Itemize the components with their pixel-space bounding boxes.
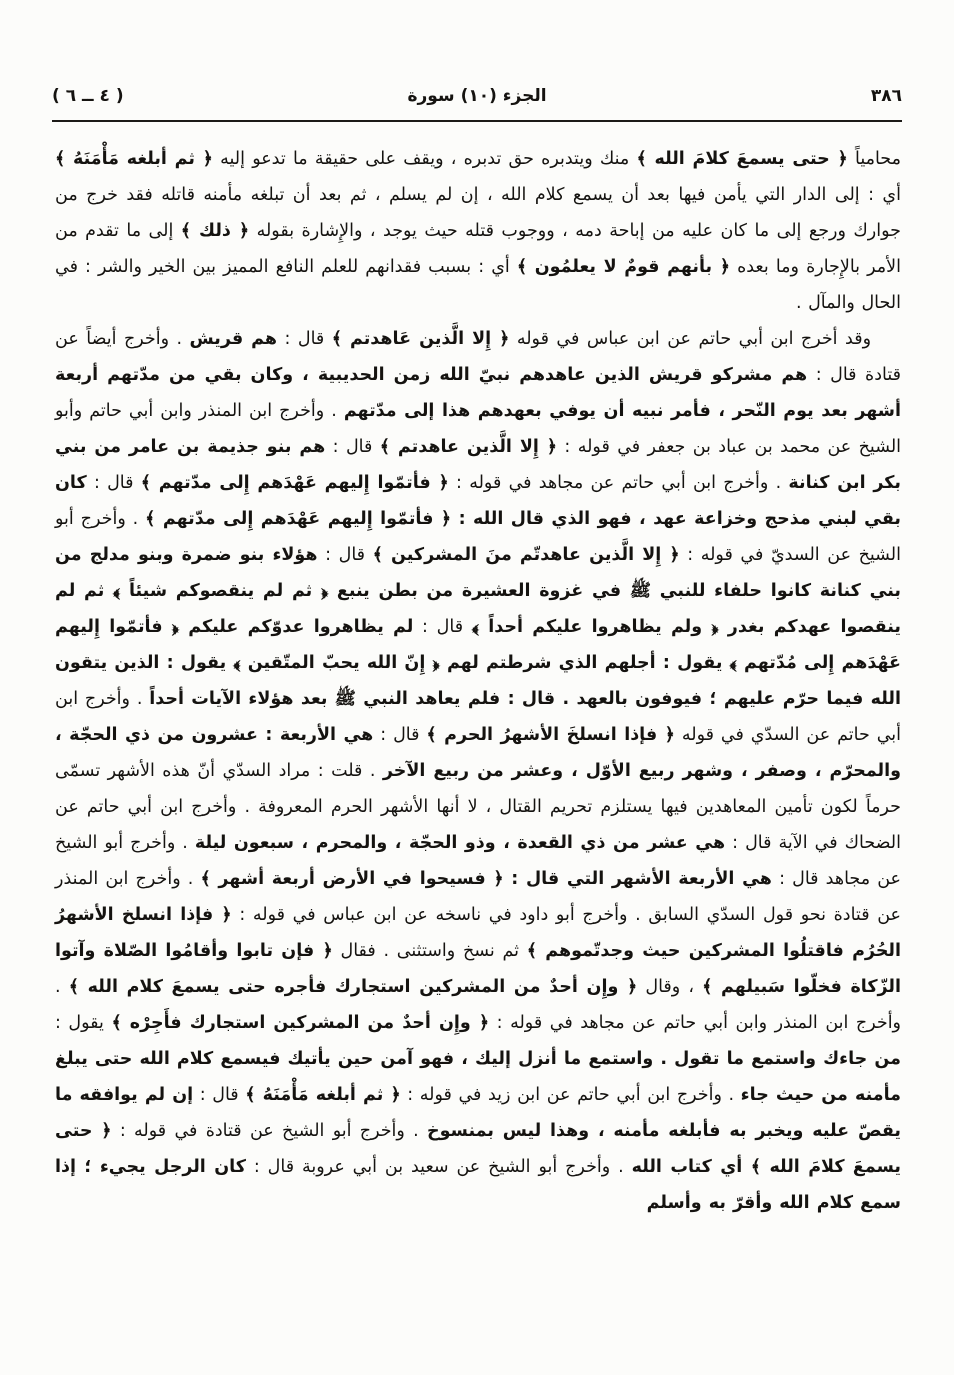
- narration-text: وقد أخرج ابن أبي حاتم عن ابن عباس في قوله: [509, 329, 872, 349]
- quran-quote-or-emphasis: لم يظاهروا عدوّكم عليكم: [178, 617, 414, 637]
- narration-text: . وأخرج أيضاً عن قتادة قال :: [55, 329, 901, 385]
- quran-quote-or-emphasis: هم قريش: [189, 329, 278, 349]
- quran-quote-or-emphasis: ﴿ بأنهم قومٌ لا يعلمُون ﴾: [516, 257, 730, 277]
- narration-text: منك ويتدبره حق تدبره ، ويقف على حقيقة ما تدعو إليه: [212, 149, 637, 169]
- narration-text: . وأخرج ابن أبي حاتم عن ابن زيد في قوله :: [400, 1085, 741, 1105]
- narration-text: قال :: [86, 473, 141, 493]
- quran-quote-or-emphasis: هم مشركو قريش الذين عاهدهم نبيّ الله زمن الحديبية ، وكان بقي من مدّتهم أربعة أشهر بعد يوم النّحر ، فأمر نبيه أن يوفي بعهدهم هذا إلى مدّتهم: [55, 365, 901, 421]
- narration-text: قال :: [325, 437, 380, 457]
- quran-quote-or-emphasis: ﴿ ولم يظاهروا عليكم أحداً ﴾: [471, 617, 719, 637]
- quran-quote-or-emphasis: ثم لم ينقصوا عهدكم بغدر: [55, 581, 901, 637]
- narration-text: قال :: [413, 617, 472, 637]
- quran-quote-or-emphasis: إن لم يوافقه ما يقصّ عليه ويخبر به فأبلغه مأمنه ، وهذا ليس بمنسوخ: [55, 1085, 901, 1141]
- quran-quote-or-emphasis: هي الأربعة الأشهر التي قال :: [503, 869, 772, 889]
- quran-quote-or-emphasis: ﴿ إِنّ الله يحبّ المتّقين ﴾: [233, 653, 440, 673]
- page-number: ٣٨٦: [870, 86, 902, 106]
- quran-quote-or-emphasis: ﴿ فإن تابوا وأقامُوا الصّلاة وآتوا الزّكاة فخلّوا سَبيلهم ﴾: [55, 941, 901, 997]
- paragraph: [55, 321, 901, 1221]
- narration-text: أي : بسبب فقدانهم للعلم النافع المميز بين الخير والشر : في الحال والمآل .: [55, 257, 901, 313]
- quran-quote-or-emphasis: ﴿ إِلا الَّذين عَاهدتم ﴾: [331, 329, 510, 349]
- narration-text: . وأخرج أبو الشيخ عن سعيد بن أبي عروبة قال :: [245, 1157, 632, 1177]
- narration-text: . وأخرج أبو الشيخ عن قتادة في قوله :: [111, 1121, 428, 1141]
- narration-text: قال :: [373, 725, 427, 745]
- narration-text: . وأخرج أبو الشيخ عن السديّ في قوله :: [55, 509, 901, 565]
- quran-quote-or-emphasis: هي عشر من ذي القعدة ، وذو الحجّة ، والمحرم ، سبعون ليلة: [194, 833, 726, 853]
- narration-text: إلى ما تقدم من الأمر بالإِجارة وما بعده: [55, 221, 901, 277]
- quran-quote-or-emphasis: ﴿ حتى يسمعَ كلامَ الله ﴾: [55, 1121, 901, 1177]
- body-text: [55, 141, 901, 1221]
- quran-quote-or-emphasis: هؤلاء بنو ضمرة وبنو مدلج من بني كنانة كانوا حلفاء للنبي ﷺ في غزوة العشيرة من بطن ينبع: [55, 545, 902, 601]
- narration-text: يقول :: [55, 1013, 112, 1033]
- quran-quote-or-emphasis: يقول : الذين يتقون الله فيما حرّم عليهم ؛ فيوفون بالعهد . قال : فلم يعاهد النبي ﷺ بعد هؤلاء الآيات أحداً: [55, 653, 901, 709]
- narration-text: ، وقال: [637, 977, 703, 997]
- narration-text: . وأخرج ابن المنذر عن قتادة نحو قول السدّي السابق . وأخرج أبو داود في ناسخه عن ابن عباس في قوله :: [55, 869, 901, 925]
- narration-text: . وأخرج ابن أبي حاتم عن مجاهد في قوله :: [448, 473, 789, 493]
- part-title: الجزء (١٠) سورة: [407, 86, 547, 106]
- quran-quote-or-emphasis: ﴿ حتى يسمعَ كلامَ الله ﴾: [636, 149, 848, 169]
- narration-text: قال :: [193, 1085, 246, 1105]
- narration-text: . وأخرج أبو الشيخ عن مجاهد قال :: [55, 833, 901, 889]
- quran-quote-or-emphasis: ﴿ ثم لم ينقصوكم شيئاً ﴾: [113, 581, 329, 601]
- quran-quote-or-emphasis: أي كتاب الله: [631, 1157, 751, 1177]
- quran-quote-or-emphasis: ﴿ فإذا انسلخَ الأشهرُ الحرم ﴾: [426, 725, 675, 745]
- quran-quote-or-emphasis: ﴿ ثم أبلغه مَأْمَنَهُ ﴾: [245, 1085, 401, 1105]
- quran-quote-or-emphasis: كان بقي لبني مذحج وخزاعة عهد ، فهو الذي قال الله :: [55, 473, 901, 529]
- quran-quote-or-emphasis: ﴿ فإذا انسلخ الأشهرُ الحُرُم فاقتلُوا المشركين حيث وجدتّموهم ﴾: [55, 905, 902, 961]
- quran-quote-or-emphasis: ﴿ وإِن أحدٌ من المشركين استجارك فأجره حتى يسمعَ كلام الله ﴾: [68, 977, 638, 997]
- narration-text: أي : إلى الدار التي يأمن فيها بعد أن يسمع كلام الله ، إن لم يسلم ، ثم بعد أن تبلغه مأمنه قاتله فقد خرج من جوارك ورجع إلى ما كان عليه من إباحة دمه ، ووجوب قتله حيث يوجد ، والإِشارة بقوله: [55, 185, 901, 241]
- quran-quote-or-emphasis: كان الرجل يجيء ؛ إذا سمع كلام الله وأقرّ به وأسلم: [55, 1157, 901, 1213]
- quran-quote-or-emphasis: هم بنو جذيمة بن عامر من بني بكر ابن كنانة: [55, 437, 901, 493]
- narration-text: ثم نسخ واستثنى . فقال: [332, 941, 527, 961]
- quran-quote-or-emphasis: ﴿ وإِن أحدٌ من المشركين استجارك فأَجِرْه ﴾: [111, 1013, 490, 1033]
- quran-quote-or-emphasis: يقول : أجلهم الذي شرطتم لهم: [439, 653, 730, 673]
- quran-quote-or-emphasis: ﴿ فأتمّوا إِليهم عَهْدَهم إِلى مدّتهم ﴾: [140, 473, 449, 493]
- header-rule: [52, 120, 902, 122]
- narration-text: . وأخرج ابن أبي حاتم عن السدّي في قوله: [55, 689, 902, 745]
- quran-quote-or-emphasis: ﴿ فأتمّوا إِليهم عَهْدَهم إِلى مدّتهم ﴾: [145, 509, 452, 529]
- quran-quote-or-emphasis: ﴿ فأتمّوا إِليهم عَهْدَهم إِلى مُدّتهم ﴾: [55, 617, 901, 673]
- verse-range: ( ٦ ــ ٤ ): [52, 86, 124, 106]
- narration-text: قال :: [317, 545, 373, 565]
- quran-quote-or-emphasis: ﴿ إِلا الَّذين عاهدتّم منَ المشركين ﴾: [372, 545, 680, 565]
- narration-text: . وأخرج ابن المنذر وابن أبي حاتم عن مجاهد في قوله :: [55, 977, 902, 1033]
- narration-text: محامياً: [847, 149, 901, 169]
- page-header: [52, 86, 902, 106]
- narration-text: قال :: [277, 329, 332, 349]
- quran-quote-or-emphasis: ﴿ ذلك ﴾: [180, 221, 250, 241]
- paragraph: [55, 141, 901, 321]
- narration-text: . قلت : مراد السدّي أنّ هذه الأشهر تسمّى حرماً لكون تأمين المعاهدين فيها يستلزم تحريم القتال ، لا أنها الأشهر الحرم المعروفة . وأخرج ابن أبي حاتم عن الضحاك في الآية قال :: [55, 761, 901, 853]
- quran-quote-or-emphasis: ﴿ ثم أبلغه مَأْمَنَهُ ﴾: [55, 149, 213, 169]
- quran-quote-or-emphasis: هي الأربعة : عشرون من ذي الحجّة ، والمحرّم ، وصفر ، وشهر ربيع الأوّل ، وعشر من ربيع الآخر: [55, 725, 901, 781]
- quran-quote-or-emphasis: ﴿ فسيحوا في الأرض أربعة أشهر ﴾: [200, 869, 504, 889]
- narration-text: . وأخرج ابن المنذر وابن أبي حاتم وأبو الشيخ عن محمد بن عباد بن جعفر في قوله :: [55, 401, 902, 457]
- quran-quote-or-emphasis: من جاءك واستمع ما تقول . واستمع ما أنزل إليك ، فهو آمن حين يأتيك فيسمع كلام الله حتى يبلغ مأمنه من حيث جاء: [55, 1049, 901, 1105]
- quran-quote-or-emphasis: ﴿ إِلا الَّذين عاهدتم ﴾: [379, 437, 558, 457]
